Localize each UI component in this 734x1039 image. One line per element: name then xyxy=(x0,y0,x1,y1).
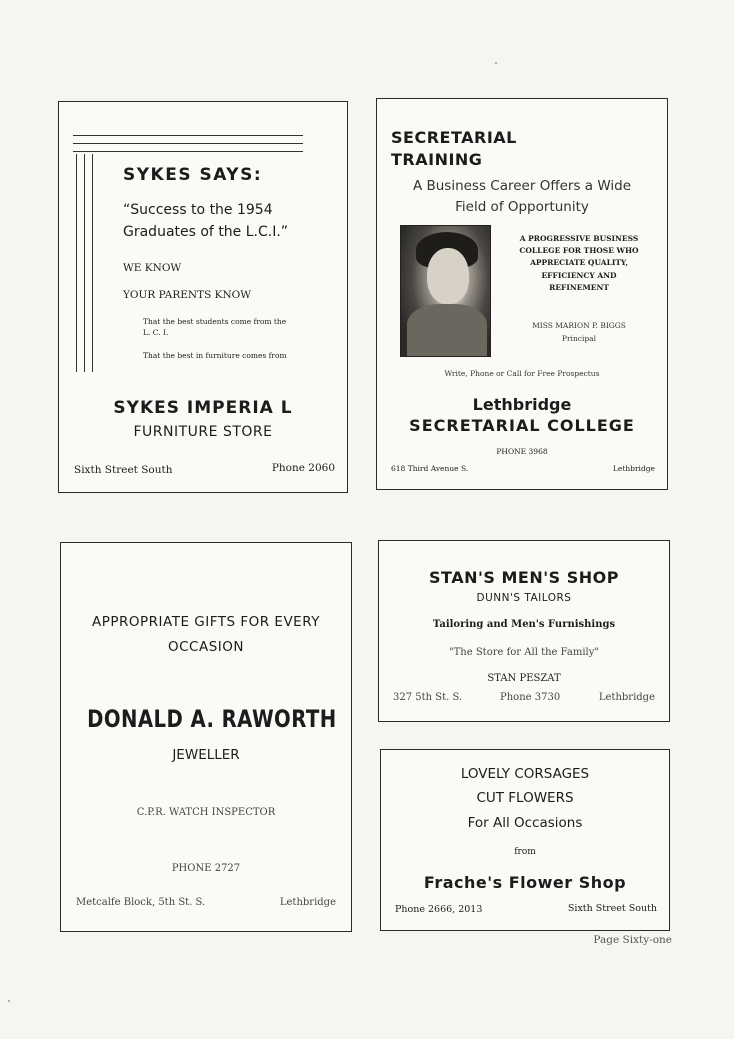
decorative-rule xyxy=(84,154,85,372)
ad-subheadline: Field of Opportunity xyxy=(455,199,589,215)
ad-text: LOVELY CORSAGES xyxy=(460,766,590,782)
ad-headline: TRAINING xyxy=(391,150,483,169)
college-name: Lethbridge xyxy=(472,395,572,414)
principal-title: Principal xyxy=(561,334,597,343)
slogan: "The Store for All the Family" xyxy=(449,647,599,658)
business-name: DONALD A. RAWORTH xyxy=(87,705,337,733)
blurb-line: A PROGRESSIVE BUSINESS xyxy=(519,234,639,243)
ad-text: L. C. I. xyxy=(143,328,169,337)
call-to-action: Write, Phone or Call for Free Prospectus xyxy=(444,369,600,378)
quote-line: “Success to the 1954 xyxy=(123,202,273,218)
city: Lethbridge xyxy=(598,692,655,703)
frache-flower-shop-ad xyxy=(380,749,670,931)
ad-text: That the best students come from the xyxy=(143,317,287,326)
business-type: FURNITURE STORE xyxy=(133,424,273,440)
address: Metcalfe Block, 5th St. S. xyxy=(76,897,206,908)
decorative-rule xyxy=(73,143,303,144)
principal-photo xyxy=(400,225,491,357)
decorative-rule xyxy=(92,154,93,372)
phone: Phone 2666, 2013 xyxy=(395,904,483,915)
page-number: Page Sixty-one xyxy=(593,934,672,946)
business-name: Frache's Flower Shop xyxy=(423,873,627,892)
blurb-line: APPRECIATE QUALITY, xyxy=(530,258,628,268)
business-name: SYKES IMPERIA L xyxy=(113,398,293,418)
college-name: SECRETARIAL COLLEGE xyxy=(409,416,635,435)
paper-speck xyxy=(8,1000,10,1002)
decorative-rule xyxy=(73,135,303,136)
decorative-rule xyxy=(76,154,77,372)
ad-text: YOUR PARENTS KNOW xyxy=(123,289,252,301)
business-name: STAN'S MEN'S SHOP xyxy=(429,568,619,587)
raworth-jeweller-ad xyxy=(60,542,352,932)
decorative-rule xyxy=(73,151,303,152)
paper-speck xyxy=(495,62,497,64)
ad-tagline: APPROPRIATE GIFTS FOR EVERY xyxy=(92,614,320,630)
ad-text: WE KNOW xyxy=(123,262,182,274)
city: Lethbridge xyxy=(279,897,336,908)
ad-subheadline: A Business Career Offers a Wide xyxy=(412,178,632,194)
ad-text: C.P.R. WATCH INSPECTOR xyxy=(136,807,276,818)
sykes-furniture-ad xyxy=(58,101,348,493)
address: 618 Third Avenue S. xyxy=(391,464,469,473)
ad-headline: SYKES SAYS: xyxy=(123,165,263,185)
stans-mens-shop-ad xyxy=(378,540,670,722)
secretarial-college-ad xyxy=(376,98,668,490)
address: Sixth Street South xyxy=(567,903,657,914)
ad-text: from xyxy=(514,847,536,857)
business-type: JEWELLER xyxy=(172,747,240,763)
principal-name: MISS MARION P. BIGGS xyxy=(532,321,626,330)
services: Tailoring and Men's Furnishings xyxy=(432,619,616,630)
blurb-line: REFINEMENT xyxy=(549,282,609,292)
ad-headline: SECRETARIAL xyxy=(391,128,517,147)
ad-tagline: OCCASION xyxy=(168,639,244,655)
phone: PHONE 3968 xyxy=(496,447,548,456)
ad-text: For All Occasions xyxy=(467,815,583,831)
ad-text: CUT FLOWERS xyxy=(476,790,574,806)
address: 327 5th St. S. xyxy=(393,692,463,703)
owner: STAN PESZAT xyxy=(487,673,561,684)
city: Lethbridge xyxy=(612,464,655,473)
address: Sixth Street South xyxy=(74,464,173,476)
blurb-line: EFFICIENCY AND xyxy=(541,270,617,280)
ad-subtitle: DUNN'S TAILORS xyxy=(476,592,572,604)
phone: Phone 3730 xyxy=(500,692,561,703)
phone: PHONE 2727 xyxy=(171,863,241,874)
quote-line: Graduates of the L.C.I.” xyxy=(123,224,289,240)
blurb-line: COLLEGE FOR THOSE WHO xyxy=(519,246,639,256)
phone: Phone 2060 xyxy=(271,462,335,474)
ad-text: That the best in furniture comes from xyxy=(143,351,287,360)
